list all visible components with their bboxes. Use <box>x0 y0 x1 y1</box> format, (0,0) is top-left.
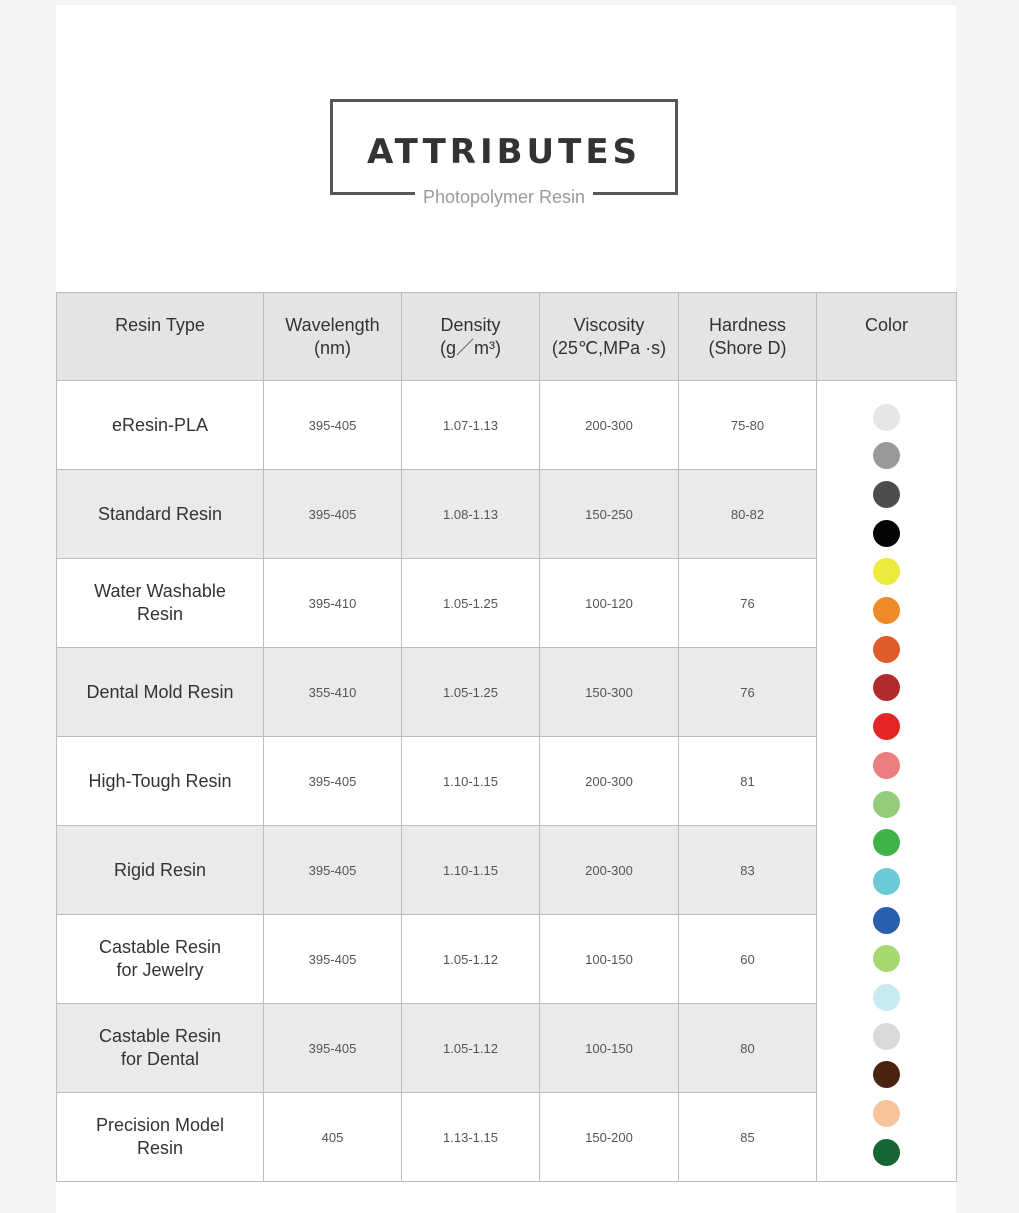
density-value: 1.08-1.13 <box>402 470 540 559</box>
page-subtitle-text: Photopolymer Resin <box>415 187 593 207</box>
wavelength-value: 395-405 <box>264 470 402 559</box>
hardness-value: 80 <box>679 1004 817 1093</box>
viscosity-value: 150-200 <box>540 1093 679 1182</box>
hardness-value: 76 <box>679 648 817 737</box>
color-swatch-column <box>817 381 957 1182</box>
wavelength-value: 395-405 <box>264 381 402 470</box>
resin-name: Standard Resin <box>57 470 264 559</box>
color-swatch <box>873 636 900 663</box>
wavelength-value: 395-410 <box>264 559 402 648</box>
wavelength-value: 355-410 <box>264 648 402 737</box>
viscosity-value: 200-300 <box>540 381 679 470</box>
color-swatch <box>873 752 900 779</box>
header-viscosity: Viscosity (25℃,MPa ·s) <box>540 293 679 381</box>
wavelength-value: 395-405 <box>264 1004 402 1093</box>
resin-name: Castable Resin for Dental <box>57 1004 264 1093</box>
color-swatch <box>873 1139 900 1166</box>
color-swatch <box>873 674 900 701</box>
attributes-table <box>56 292 957 1182</box>
color-swatch <box>873 829 900 856</box>
viscosity-value: 200-300 <box>540 826 679 915</box>
color-swatch <box>873 481 900 508</box>
viscosity-value: 100-150 <box>540 915 679 1004</box>
viscosity-value: 100-120 <box>540 559 679 648</box>
density-value: 1.05-1.25 <box>402 648 540 737</box>
hardness-value: 60 <box>679 915 817 1004</box>
color-swatch <box>873 984 900 1011</box>
color-swatch <box>873 520 900 547</box>
color-swatch <box>873 907 900 934</box>
wavelength-value: 405 <box>264 1093 402 1182</box>
resin-name: Dental Mold Resin <box>57 648 264 737</box>
title-box <box>330 99 678 207</box>
table-row <box>57 381 957 470</box>
color-swatch <box>873 404 900 431</box>
viscosity-value: 150-250 <box>540 470 679 559</box>
hardness-value: 76 <box>679 559 817 648</box>
hardness-value: 80-82 <box>679 470 817 559</box>
header-resin-type: Resin Type <box>57 293 264 381</box>
wavelength-value: 395-405 <box>264 737 402 826</box>
hardness-value: 85 <box>679 1093 817 1182</box>
resin-name: eResin-PLA <box>57 381 264 470</box>
wavelength-value: 395-405 <box>264 826 402 915</box>
color-swatch <box>873 1023 900 1050</box>
page-subtitle <box>333 187 675 208</box>
density-value: 1.05-1.25 <box>402 559 540 648</box>
density-value: 1.13-1.15 <box>402 1093 540 1182</box>
color-swatch <box>873 1061 900 1088</box>
density-value: 1.05-1.12 <box>402 1004 540 1093</box>
table-header-row <box>57 293 957 381</box>
resin-name: Precision Model Resin <box>57 1093 264 1182</box>
color-swatches <box>817 385 956 1178</box>
resin-name: Castable Resin for Jewelry <box>57 915 264 1004</box>
hardness-value: 83 <box>679 826 817 915</box>
resin-name: Rigid Resin <box>57 826 264 915</box>
resin-name: Water Washable Resin <box>57 559 264 648</box>
header-wavelength: Wavelength (nm) <box>264 293 402 381</box>
density-value: 1.05-1.12 <box>402 915 540 1004</box>
color-swatch <box>873 868 900 895</box>
color-swatch <box>873 442 900 469</box>
viscosity-value: 150-300 <box>540 648 679 737</box>
density-value: 1.07-1.13 <box>402 381 540 470</box>
density-value: 1.10-1.15 <box>402 737 540 826</box>
wavelength-value: 395-405 <box>264 915 402 1004</box>
resin-name: High-Tough Resin <box>57 737 264 826</box>
color-swatch <box>873 791 900 818</box>
color-swatch <box>873 558 900 585</box>
color-swatch <box>873 713 900 740</box>
color-swatch <box>873 945 900 972</box>
header-color: Color <box>817 293 957 381</box>
page-title: ATTRIBUTES <box>366 132 642 172</box>
density-value: 1.10-1.15 <box>402 826 540 915</box>
hardness-value: 75-80 <box>679 381 817 470</box>
hardness-value: 81 <box>679 737 817 826</box>
color-swatch <box>873 597 900 624</box>
header-density: Density (g／m³) <box>402 293 540 381</box>
header-hardness: Hardness (Shore D) <box>679 293 817 381</box>
color-swatch <box>873 1100 900 1127</box>
viscosity-value: 200-300 <box>540 737 679 826</box>
viscosity-value: 100-150 <box>540 1004 679 1093</box>
